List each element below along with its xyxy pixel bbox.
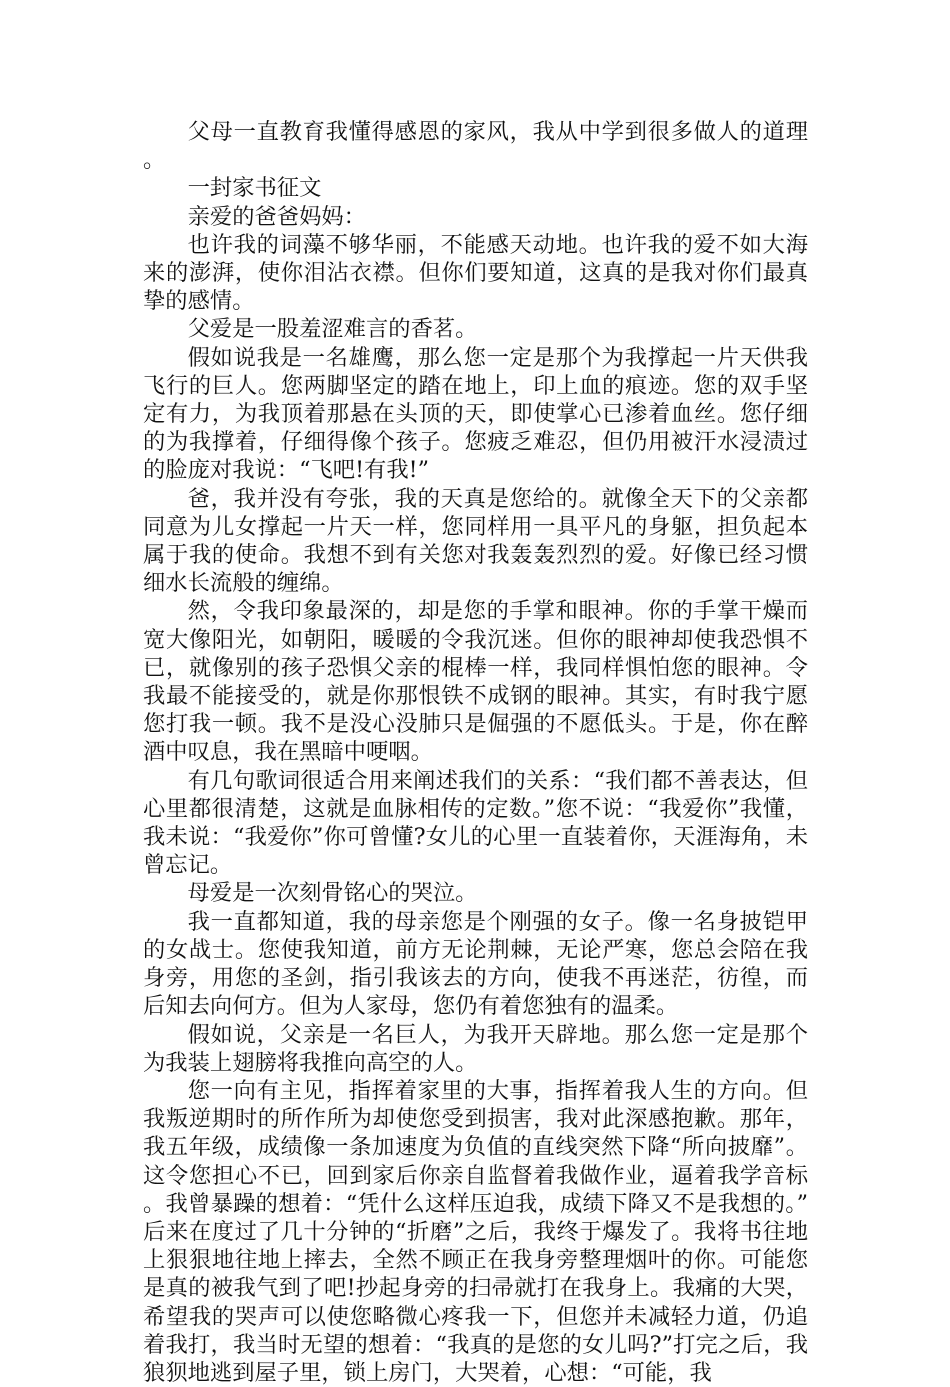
paragraph-song-lyrics: 有几句歌词很适合用来阐述我们的关系：“我们都不善表达，但心里都很清楚，这就是血脉相传的定数。”您不说：“我爱你”我懂，我未说：“我爱你”你可曾懂?女儿的心里一直装着你，天涯海角，未曾忘记。 <box>143 767 808 879</box>
paragraph-opening: 也许我的词藻不够华丽，不能感天动地。也许我的爱不如大海来的澎湃，使你泪沾衣襟。但你们要知道，这真的是我对你们最真挚的感情。 <box>143 231 808 315</box>
paragraph-father-eagle: 假如说我是一名雄鹰，那么您一定是那个为我撑起一片天供我飞行的巨人。您两脚坚定的踏在地上，印上血的痕迹。您的双手坚定有力，为我顶着那悬在头顶的天，即使掌心已渗着血丝。您仔细的为我撑着，仔细得像个孩子。您疲乏难忍，但仍用被汗水浸渍过的脸庞对我说：“飞吧!有我!” <box>143 344 808 484</box>
paragraph-mother-heading: 母爱是一次刻骨铭心的哭泣。 <box>187 880 478 907</box>
paragraph-father-sky: 爸，我并没有夸张，我的天真是您给的。就像全天下的父亲都同意为儿女撑起一片天一样，您同样用一具平凡的身躯，担负起本属于我的使命。我想不到有关您对我轰轰烈烈的爱。好像已经习惯细水长流般的缠绵。 <box>143 485 808 597</box>
paragraph-intro-family-values: 父母一直教育我懂得感恩的家风，我从中学到很多做人的道理。 <box>143 119 808 174</box>
paragraph-father-heading: 父爱是一股羞涩难言的香茗。 <box>187 316 478 343</box>
paragraph-mother-story: 您一向有主见，指挥着家里的大事，指挥着我人生的方向。但我叛逆期时的所作所为却使您受到损害，我对此深感抱歉。那年，我五年级，成绩像一条加速度为负值的直线突然下降“所向披靡”。这令您担心不已，回到家后你亲自监督着我做作业，逼着我学音标。我曾暴躁的想着：“凭什么这样压迫我，成绩下降又不是我想的。”后来在度过了几十分钟的“折磨”之后，我终于爆发了。我将书往地上狠狠地往地上摔去，全然不顾正在我身旁整理烟叶的你。可能您是真的被我气到了吧!抄起身旁的扫帚就打在我身上。我痛的大哭，希望我的哭声可以使您略微心疼我一下，但您并未减轻力道，仍追着我打，我当时无望的想着：“我真的是您的女儿吗?”打完之后，我狼狈地逃到屋子里，锁上房门，大哭着，心想：“可能，我 <box>143 1077 808 1386</box>
paragraph-essay-title: 一封家书征文 <box>187 175 322 202</box>
document-body <box>143 118 808 1387</box>
paragraph-mother-warrior: 我一直都知道，我的母亲您是个刚强的女子。像一名身披铠甲的女战士。您使我知道，前方无论荆棘，无论严寒，您总会陪在我身旁，用您的圣剑，指引我该去的方向，使我不再迷茫，彷徨，而后知去向何方。但为人家母，您仍有着您独有的温柔。 <box>143 908 808 1020</box>
paragraph-mother-wings: 假如说，父亲是一名巨人，为我开天辟地。那么您一定是那个为我装上翅膀将我推向高空的人。 <box>143 1021 808 1076</box>
paragraph-salutation: 亲爱的爸爸妈妈： <box>187 203 366 230</box>
paragraph-father-hands-eyes: 然，令我印象最深的，却是您的手掌和眼神。你的手掌干燥而宽大像阳光，如朝阳，暖暖的令我沉迷。但你的眼神却使我恐惧不已，就像别的孩子恐惧父亲的棍棒一样，我同样惧怕您的眼神。令我最不能接受的，就是你那恨铁不成钢的眼神。其实，有时我宁愿您打我一顿。我不是没心没肺只是倔强的不愿低头。于是，你在醉酒中叹息，我在黑暗中哽咽。 <box>143 598 808 766</box>
